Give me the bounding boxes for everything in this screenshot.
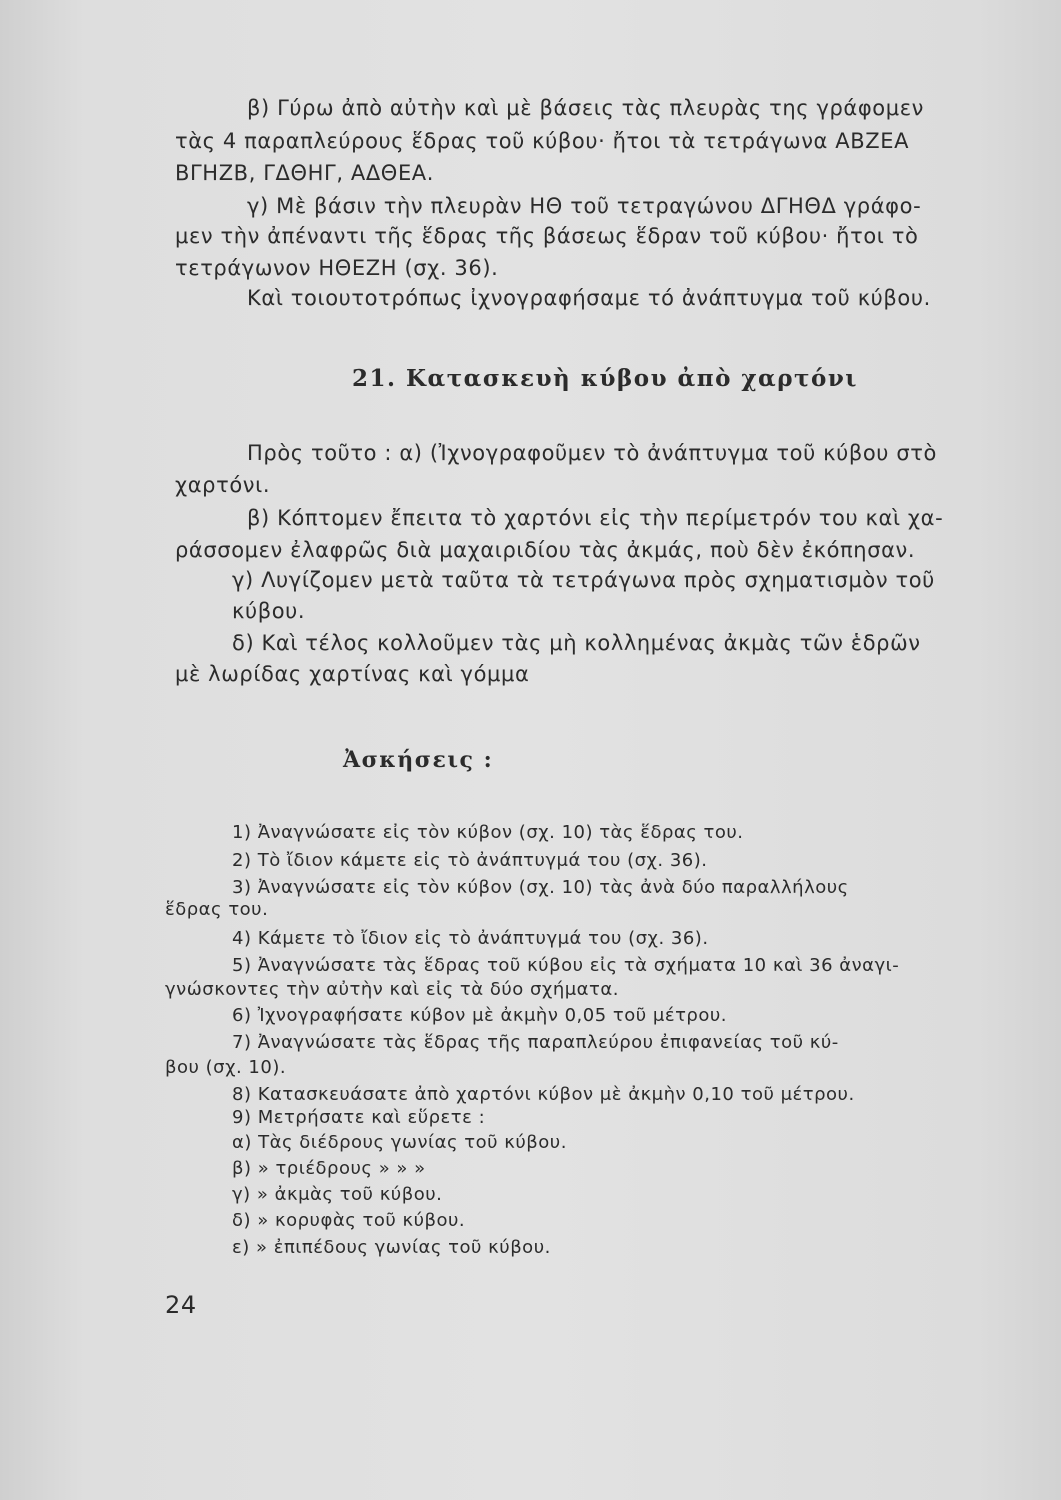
exercise-line: 8) Κατασκευάσατε ἀπὸ χαρτόνι κύβον μὲ ἀκμὴν 0,10 τοῦ μέτρου. bbox=[232, 1084, 855, 1105]
section-line: ράσσομεν ἐλαφρῶς διὰ μαχαιριδίου τὰς ἀκμάς, ποὺ δὲν ἐκόπησαν. bbox=[175, 538, 916, 562]
body-line: γ) Μὲ βάσιν τὴν πλευρὰν ΗΘ τοῦ τετραγώνου ΔΓΗΘΔ γράφο- bbox=[247, 194, 922, 218]
body-line: τετράγωνον ΗΘΕΖΗ (σχ. 36). bbox=[175, 256, 499, 280]
exercise-line: βου (σχ. 10). bbox=[165, 1057, 287, 1078]
section-line: χαρτόνι. bbox=[175, 473, 271, 497]
exercise-line: γ) » ἀκμὰς τοῦ κύβου. bbox=[232, 1184, 443, 1205]
exercise-line: β) » τριέδρους » » » bbox=[232, 1158, 426, 1179]
exercise-line: ἕδρας του. bbox=[165, 899, 269, 920]
exercises-heading: Ἀσκήσεις : bbox=[343, 747, 494, 773]
exercise-line: 5) Ἀναγνώσατε τὰς ἕδρας τοῦ κύβου εἰς τὰ σχήματα 10 καὶ 36 ἀναγι- bbox=[232, 955, 900, 976]
body-line: μεν τὴν ἀπέναντι τῆς ἕδρας τῆς βάσεως ἕδραν τοῦ κύβου· ἤτοι τὸ bbox=[175, 224, 919, 248]
exercise-line: 3) Ἀναγνώσατε εἰς τὸν κύβον (σχ. 10) τὰς ἀνὰ δύο παραλλήλους bbox=[232, 877, 849, 898]
exercise-line: ε) » ἐπιπέδους γωνίας τοῦ κύβου. bbox=[232, 1237, 551, 1258]
exercise-line: 2) Τὸ ἴδιον κάμετε εἰς τὸ ἀνάπτυγμά του (σχ. 36). bbox=[232, 850, 708, 871]
exercise-line: 7) Ἀναγνώσατε τὰς ἕδρας τῆς παραπλεύρου ἐπιφανείας τοῦ κύ- bbox=[232, 1032, 839, 1053]
section-line: γ) Λυγίζομεν μετὰ ταῦτα τὰ τετράγωνα πρὸς σχηματισμὸν τοῦ bbox=[232, 568, 935, 592]
exercise-line: 1) Ἀναγνώσατε εἰς τὸν κύβον (σχ. 10) τὰς ἕδρας του. bbox=[232, 822, 744, 843]
body-line: Καὶ τοιουτοτρόπως ἰχνογραφήσαμε τό ἀνάπτυγμα τοῦ κύβου. bbox=[247, 286, 931, 310]
exercise-line: δ) » κορυφὰς τοῦ κύβου. bbox=[232, 1210, 466, 1231]
section-line: Πρὸς τοῦτο : α) (Ἰχνογραφοῦμεν τὸ ἀνάπτυγμα τοῦ κύβου στὸ bbox=[247, 441, 937, 465]
exercise-line: γνώσκοντες τὴν αὐτὴν καὶ εἰς τὰ δύο σχήματα. bbox=[165, 979, 619, 1000]
exercise-line: 6) Ἰχνογραφήσατε κύβον μὲ ἀκμὴν 0,05 τοῦ μέτρου. bbox=[232, 1005, 727, 1026]
body-line: ΒΓΗΖΒ, ΓΔΘΗΓ, ΑΔΘΕΑ. bbox=[175, 161, 435, 185]
section-heading: 21. Κατασκευὴ κύβου ἀπὸ χαρτόνι bbox=[352, 365, 858, 392]
section-line: δ) Καὶ τέλος κολλοῦμεν τὰς μὴ κολλημένας ἀκμὰς τῶν ἑδρῶν bbox=[232, 631, 921, 655]
section-line: κύβου. bbox=[232, 599, 306, 623]
page-number: 24 bbox=[165, 1291, 197, 1319]
section-line: μὲ λωρίδας χαρτίνας καὶ γόμμα bbox=[175, 662, 530, 686]
body-line: β) Γύρω ἀπὸ αὐτὴν καὶ μὲ βάσεις τὰς πλευρὰς της γράφομεν bbox=[247, 96, 925, 120]
exercise-line: 4) Κάμετε τὸ ἴδιον εἰς τὸ ἀνάπτυγμά του (σχ. 36). bbox=[232, 928, 709, 949]
section-line: β) Κόπτομεν ἔπειτα τὸ χαρτόνι εἰς τὴν περίμετρόν του καὶ χα- bbox=[247, 506, 944, 530]
exercise-line: 9) Μετρήσατε καὶ εὕρετε : bbox=[232, 1107, 486, 1128]
exercise-line: α) Τὰς διέδρους γωνίας τοῦ κύβου. bbox=[232, 1132, 567, 1153]
body-line: τὰς 4 παραπλεύρους ἕδρας τοῦ κύβου· ἤτοι τὰ τετράγωνα ΑΒΖΕΑ bbox=[175, 129, 910, 153]
